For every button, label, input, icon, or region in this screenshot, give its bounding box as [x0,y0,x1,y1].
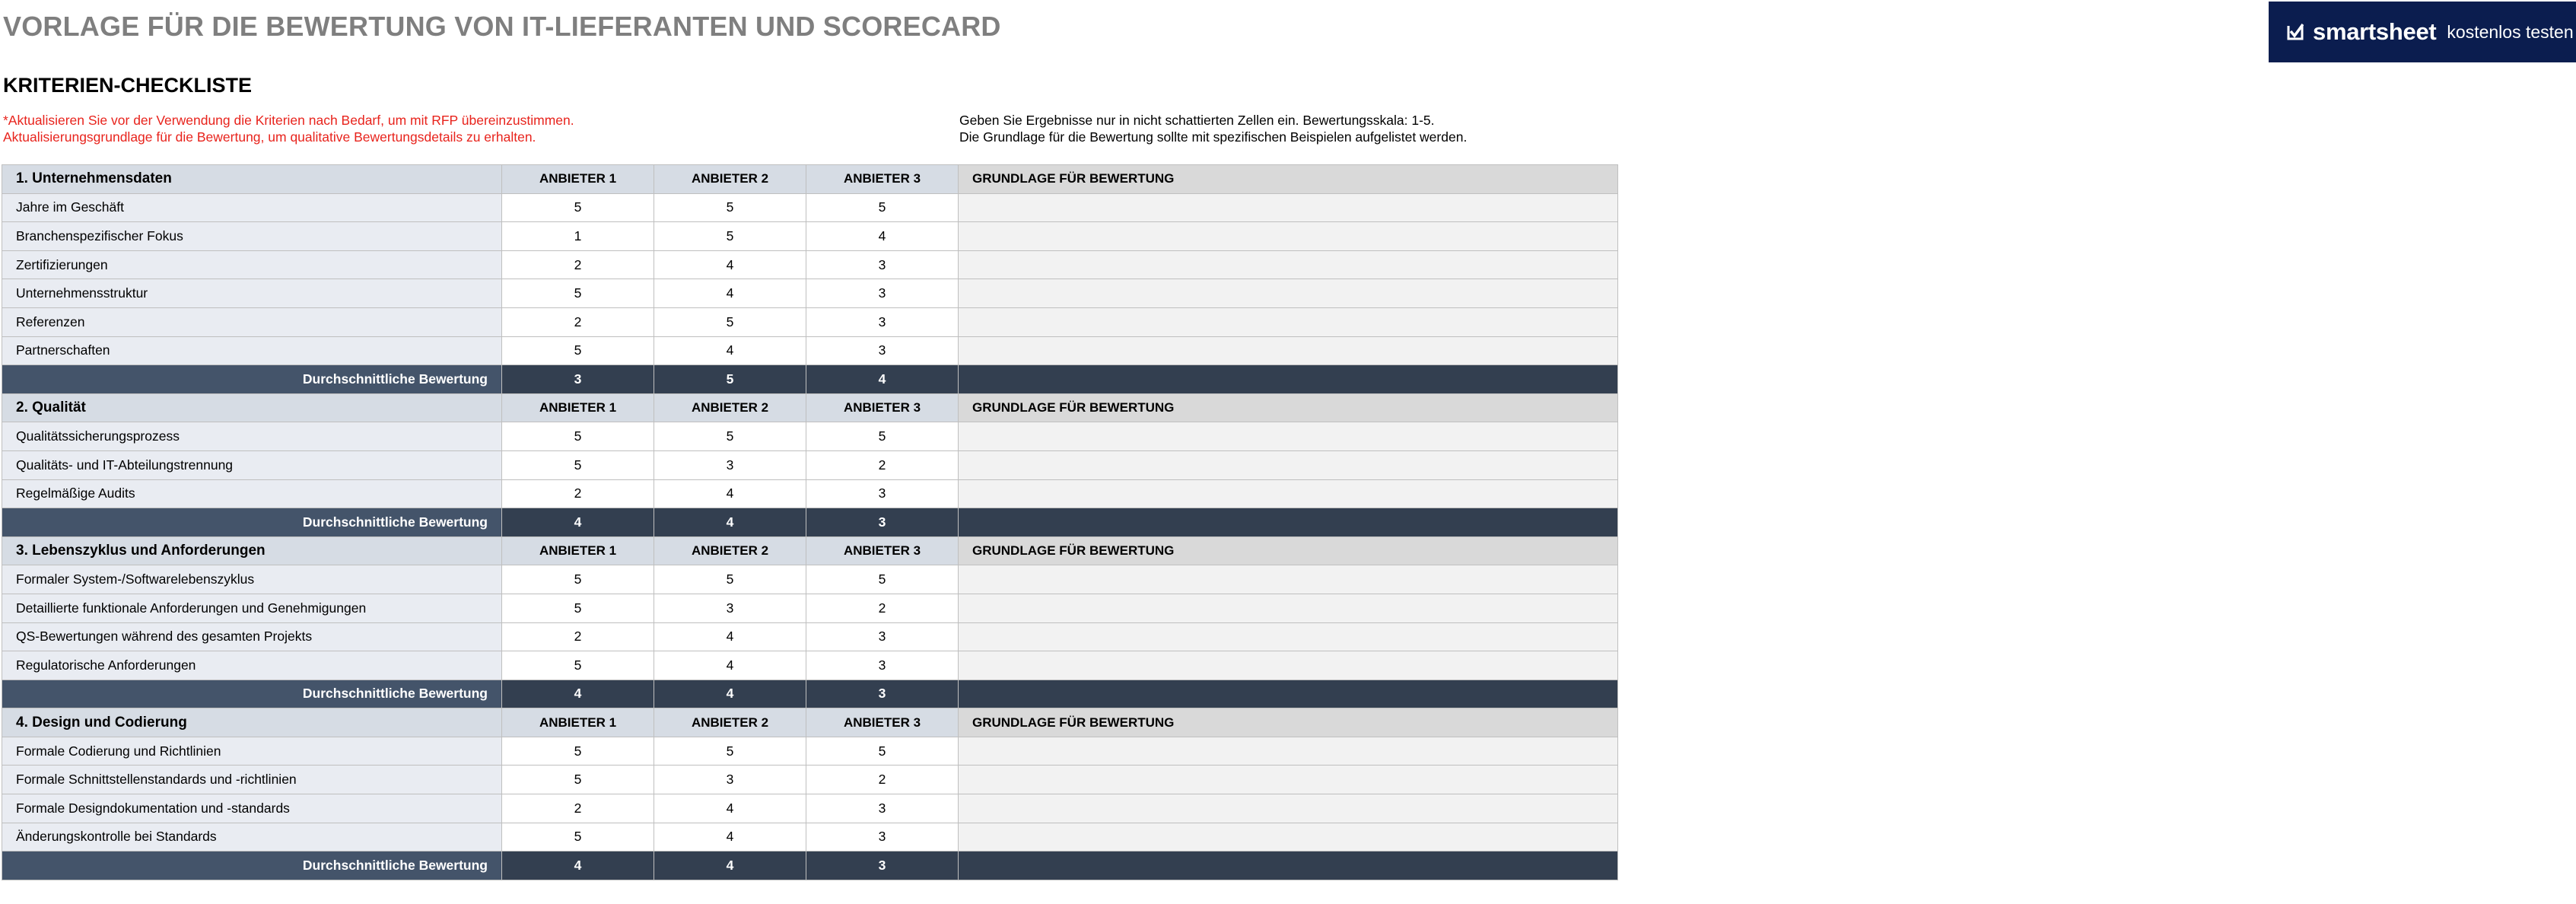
vendor-1-score[interactable]: 2 [502,250,654,279]
basis-cell[interactable] [959,307,1618,336]
note-black-line-1: Geben Sie Ergebnisse nur in nicht schattierten Zellen ein. Bewertungsskala: 1-5. [959,113,1435,128]
vendor-2-score[interactable]: 4 [654,479,806,508]
criteria-row [2,794,1618,823]
vendor-3-score[interactable]: 2 [806,450,959,479]
vendor-1-score[interactable]: 2 [502,622,654,651]
criterion-label: Qualitätssicherungsprozess [2,422,502,451]
vendor-1-score[interactable]: 1 [502,222,654,251]
note-red-line-1: *Aktualisieren Sie vor der Verwendung die Kriterien nach Bedarf, um mit RFP übereinzustimmen. [3,113,574,128]
vendor-3-header: ANBIETER 3 [806,165,959,194]
criterion-label: Partnerschaften [2,336,502,365]
basis-header: GRUNDLAGE FÜR BEWERTUNG [959,536,1618,565]
vendor-3-score[interactable]: 5 [806,737,959,766]
criterion-label: Formale Codierung und Richtlinien [2,737,502,766]
criterion-label: Formale Designdokumentation und -standards [2,794,502,823]
basis-cell[interactable] [959,594,1618,622]
basis-cell[interactable] [959,565,1618,594]
vendor-2-score[interactable]: 5 [654,193,806,222]
average-basis-cell [959,508,1618,537]
vendor-1-score[interactable]: 2 [502,794,654,823]
average-basis-cell [959,365,1618,394]
criteria-row [2,651,1618,680]
basis-cell[interactable] [959,193,1618,222]
vendor-2-score[interactable]: 5 [654,737,806,766]
vendor-2-score[interactable]: 3 [654,594,806,622]
vendor-2-score[interactable]: 4 [654,250,806,279]
average-row [2,851,1618,880]
criteria-row [2,307,1618,336]
section-title: 3. Lebenszyklus und Anforderungen [2,536,502,565]
vendor-1-score[interactable]: 5 [502,336,654,365]
vendor-2-average: 4 [654,851,806,880]
vendor-2-score[interactable]: 4 [654,794,806,823]
vendor-3-score[interactable]: 3 [806,250,959,279]
vendor-1-header: ANBIETER 1 [502,708,654,737]
criterion-label: Detaillierte funktionale Anforderungen und Genehmigungen [2,594,502,622]
vendor-2-average: 5 [654,365,806,394]
vendor-1-score[interactable]: 5 [502,279,654,308]
basis-cell[interactable] [959,450,1618,479]
vendor-3-score[interactable]: 5 [806,565,959,594]
basis-header: GRUNDLAGE FÜR BEWERTUNG [959,393,1618,422]
vendor-3-score[interactable]: 3 [806,336,959,365]
basis-cell[interactable] [959,794,1618,823]
vendor-1-score[interactable]: 5 [502,450,654,479]
criteria-row [2,594,1618,622]
average-label: Durchschnittliche Bewertung [2,365,502,394]
vendor-3-average: 3 [806,851,959,880]
average-label: Durchschnittliche Bewertung [2,680,502,708]
vendor-2-score[interactable]: 4 [654,336,806,365]
average-row [2,508,1618,537]
criteria-row [2,766,1618,794]
vendor-3-score[interactable]: 2 [806,766,959,794]
instruction-note-red [3,112,574,145]
vendor-1-header: ANBIETER 1 [502,165,654,194]
criterion-label: Zertifizierungen [2,250,502,279]
vendor-1-score[interactable]: 5 [502,651,654,680]
smartsheet-trial-banner[interactable] [2269,2,2576,62]
section-header-row [2,536,1618,565]
vendor-1-score[interactable]: 2 [502,307,654,336]
vendor-2-score[interactable]: 4 [654,622,806,651]
vendor-3-score[interactable]: 2 [806,594,959,622]
criteria-row [2,336,1618,365]
vendor-3-score[interactable]: 5 [806,422,959,451]
vendor-3-header: ANBIETER 3 [806,536,959,565]
vendor-3-score[interactable]: 3 [806,622,959,651]
average-label: Durchschnittliche Bewertung [2,508,502,537]
vendor-3-score[interactable]: 4 [806,222,959,251]
vendor-2-score[interactable]: 5 [654,422,806,451]
vendor-1-average: 3 [502,365,654,394]
criterion-label: QS-Bewertungen während des gesamten Projekts [2,622,502,651]
instruction-note-black [959,112,1467,145]
criteria-row [2,565,1618,594]
vendor-1-score[interactable]: 5 [502,737,654,766]
criteria-row [2,622,1618,651]
criteria-row [2,250,1618,279]
vendor-3-score[interactable]: 3 [806,279,959,308]
criterion-label: Unternehmensstruktur [2,279,502,308]
vendor-3-average: 4 [806,365,959,394]
vendor-2-score[interactable]: 5 [654,222,806,251]
criterion-label: Formaler System-/Softwarelebenszyklus [2,565,502,594]
criteria-row [2,823,1618,851]
vendor-1-score[interactable]: 5 [502,594,654,622]
checklist-subtitle: KRITERIEN-CHECKLISTE [3,74,253,97]
basis-header: GRUNDLAGE FÜR BEWERTUNG [959,708,1618,737]
vendor-3-average: 3 [806,508,959,537]
basis-header: GRUNDLAGE FÜR BEWERTUNG [959,165,1618,194]
criteria-row [2,222,1618,251]
vendor-1-score[interactable]: 5 [502,193,654,222]
criterion-label: Änderungskontrolle bei Standards [2,823,502,851]
vendor-3-score[interactable]: 3 [806,823,959,851]
vendor-2-score[interactable]: 5 [654,565,806,594]
criteria-row [2,450,1618,479]
basis-cell[interactable] [959,622,1618,651]
vendor-1-header: ANBIETER 1 [502,536,654,565]
average-basis-cell [959,680,1618,708]
smartsheet-check-icon [2287,24,2304,40]
vendor-1-average: 4 [502,851,654,880]
vendor-3-header: ANBIETER 3 [806,708,959,737]
basis-cell[interactable] [959,336,1618,365]
section-header-row [2,165,1618,194]
vendor-1-average: 4 [502,508,654,537]
criterion-label: Regulatorische Anforderungen [2,651,502,680]
criterion-label: Formale Schnittstellenstandards und -richtlinien [2,766,502,794]
section-title: 4. Design und Codierung [2,708,502,737]
criteria-row [2,737,1618,766]
criterion-label: Regelmäßige Audits [2,479,502,508]
criterion-label: Referenzen [2,307,502,336]
criteria-row [2,279,1618,308]
criterion-label: Qualitäts- und IT-Abteilungstrennung [2,450,502,479]
section-header-row [2,708,1618,737]
vendor-2-average: 4 [654,680,806,708]
basis-cell[interactable] [959,279,1618,308]
basis-cell[interactable] [959,479,1618,508]
vendor-2-score[interactable]: 5 [654,307,806,336]
vendor-2-header: ANBIETER 2 [654,536,806,565]
vendor-1-average: 4 [502,680,654,708]
criteria-row [2,422,1618,451]
page-title: VORLAGE FÜR DIE BEWERTUNG VON IT-LIEFERANTEN UND SCORECARD [3,11,1001,42]
vendor-1-score[interactable]: 2 [502,479,654,508]
basis-cell[interactable] [959,222,1618,251]
vendor-1-score[interactable]: 5 [502,565,654,594]
criteria-row [2,479,1618,508]
vendor-2-score[interactable]: 3 [654,766,806,794]
average-basis-cell [959,851,1618,880]
vendor-3-score[interactable]: 3 [806,651,959,680]
vendor-1-header: ANBIETER 1 [502,393,654,422]
basis-cell[interactable] [959,250,1618,279]
section-title: 1. Unternehmensdaten [2,165,502,194]
vendor-1-score[interactable]: 5 [502,823,654,851]
basis-cell[interactable] [959,823,1618,851]
section-header-row [2,393,1618,422]
basis-cell[interactable] [959,737,1618,766]
vendor-2-score[interactable]: 4 [654,823,806,851]
criterion-label: Branchenspezifischer Fokus [2,222,502,251]
note-red-line-2: Aktualisierungsgrundlage für die Bewertung, um qualitative Bewertungsdetails zu erhalten. [3,129,536,145]
section-title: 2. Qualität [2,393,502,422]
criteria-row [2,193,1618,222]
vendor-3-header: ANBIETER 3 [806,393,959,422]
banner-cta: kostenlos testen [2447,21,2574,42]
vendor-3-score[interactable]: 3 [806,479,959,508]
basis-cell[interactable] [959,422,1618,451]
vendor-1-score[interactable]: 5 [502,422,654,451]
basis-cell[interactable] [959,651,1618,680]
vendor-2-average: 4 [654,508,806,537]
vendor-1-score[interactable]: 5 [502,766,654,794]
vendor-2-score[interactable]: 4 [654,651,806,680]
basis-cell[interactable] [959,766,1618,794]
vendor-2-score[interactable]: 3 [654,450,806,479]
criterion-label: Jahre im Geschäft [2,193,502,222]
vendor-3-average: 3 [806,680,959,708]
criteria-table-body [2,165,1618,880]
average-row [2,680,1618,708]
vendor-2-header: ANBIETER 2 [654,708,806,737]
note-black-line-2: Die Grundlage für die Bewertung sollte mit spezifischen Beispielen aufgelistet werden. [959,129,1468,145]
average-row [2,365,1618,394]
vendor-2-score[interactable]: 4 [654,279,806,308]
criteria-table [2,164,1618,880]
vendor-3-score[interactable]: 3 [806,307,959,336]
vendor-2-header: ANBIETER 2 [654,165,806,194]
vendor-3-score[interactable]: 5 [806,193,959,222]
average-label: Durchschnittliche Bewertung [2,851,502,880]
banner-brand: smartsheet [2313,18,2437,45]
vendor-2-header: ANBIETER 2 [654,393,806,422]
vendor-3-score[interactable]: 3 [806,794,959,823]
